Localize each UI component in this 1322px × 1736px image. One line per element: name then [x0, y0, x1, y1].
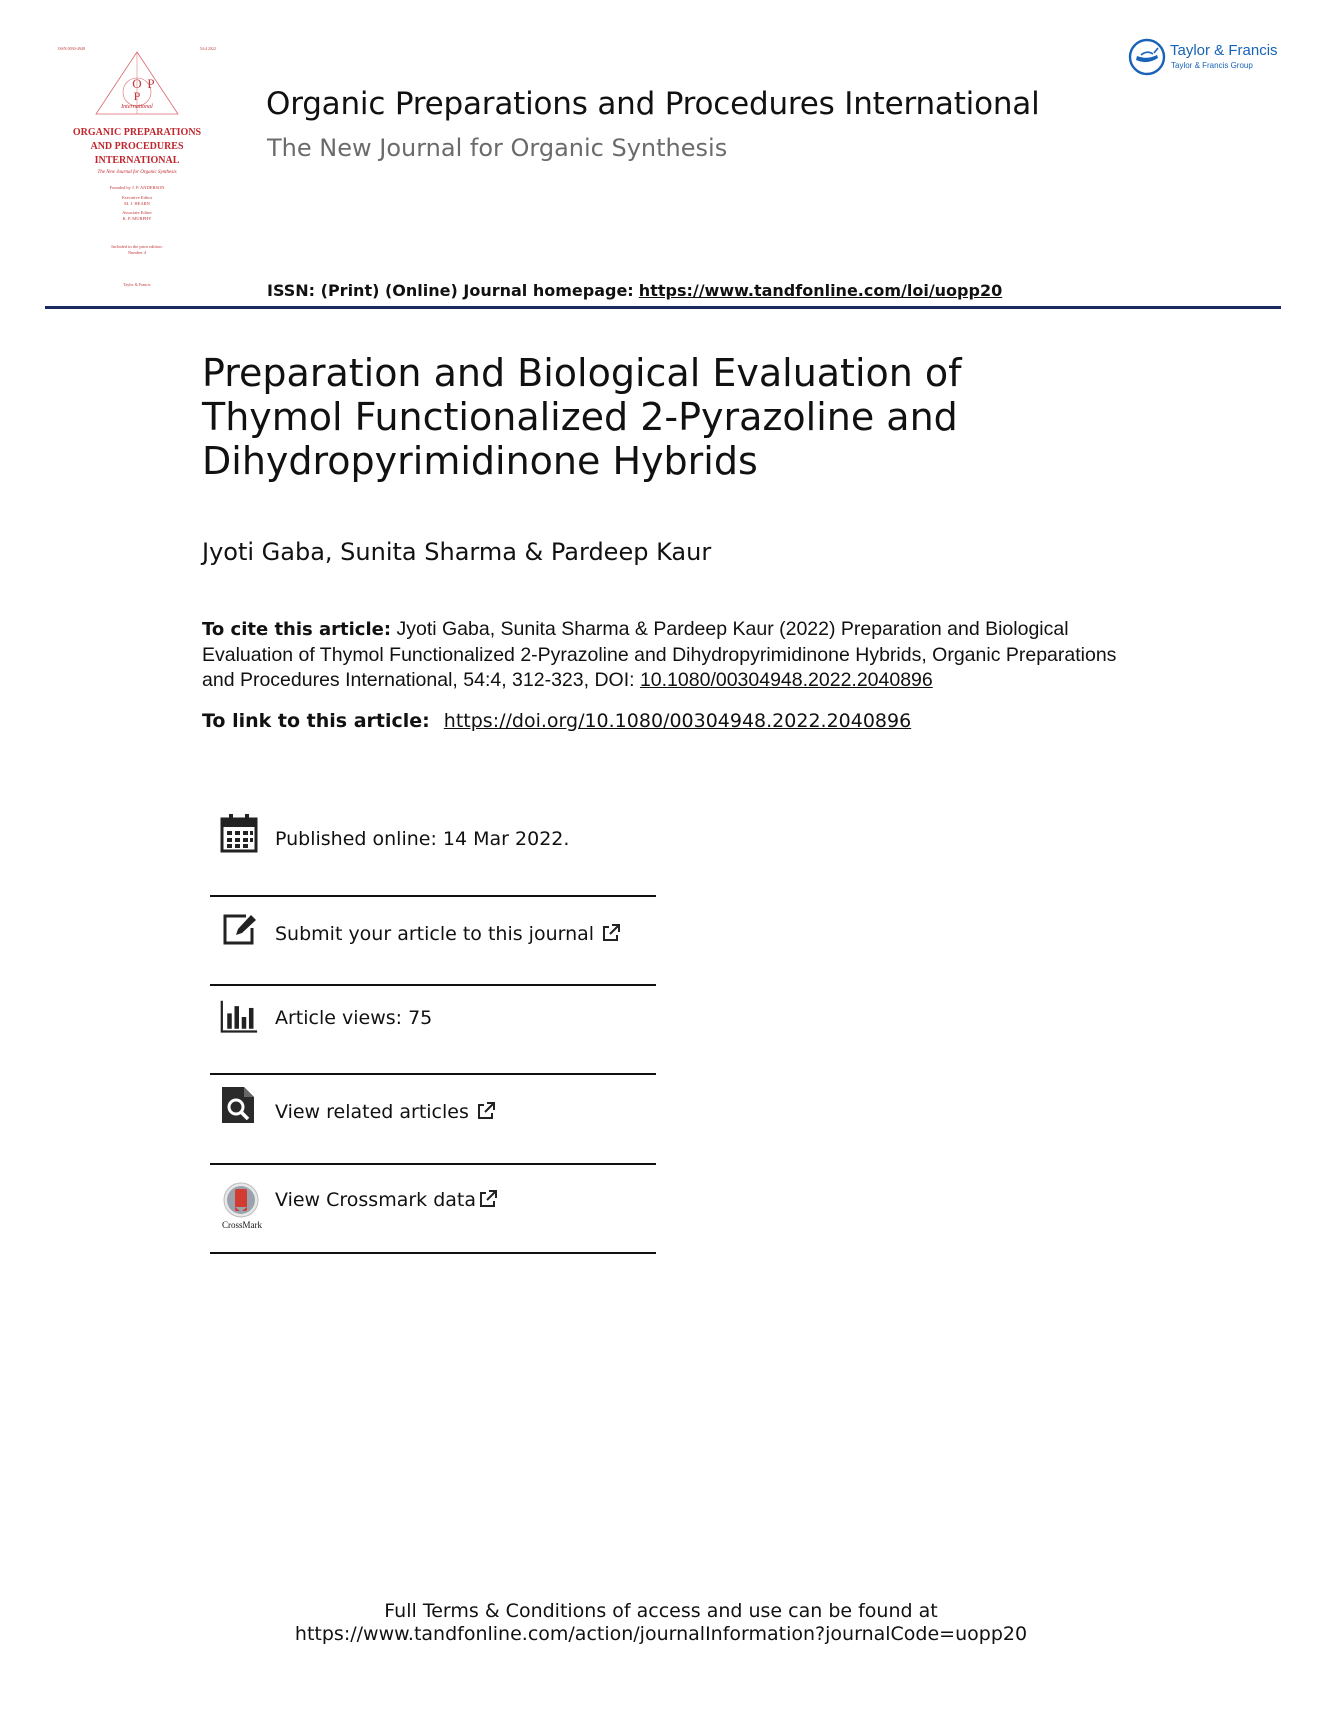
article-authors: Jyoti Gaba, Sunita Sharma & Pardeep Kaur: [202, 538, 712, 566]
cover-number-line: Number 4: [127, 250, 147, 255]
external-link-icon: [479, 1190, 497, 1208]
document-search-icon: [220, 1085, 258, 1125]
cover-title-line-2: AND PROCEDURES: [90, 141, 184, 152]
bar-chart-icon: [220, 997, 258, 1037]
cover-title-line-3: INTERNATIONAL: [94, 155, 180, 166]
cover-tagline: The New Journal for Organic Synthesis: [97, 170, 177, 175]
cover-issn: ISSN 0030-4948: [58, 46, 86, 51]
cite-text: Jyoti Gaba, Sunita Sharma & Pardeep Kaur (2022) Preparation and Biological Evaluation of Thymol Functionalized 2-Pyrazoline and Dihydropyrimidinone Hybrids, Organic Preparations and Procedures International, 54:4, 312-323, DOI:: [202, 618, 1117, 691]
cite-doi-link[interactable]: 10.1080/00304948.2022.2040896: [639, 669, 933, 691]
cover-exec-editor-label: Executive Editor: [121, 195, 153, 200]
cover-founded: Founded by J. P. ANDERSON: [109, 185, 165, 190]
cover-monogram-mid: P: [147, 76, 155, 91]
header-divider: [45, 306, 1281, 309]
calendar-icon: [220, 813, 258, 853]
link-label: To link to this article:: [202, 710, 430, 732]
crossmark-text: View Crossmark data: [275, 1189, 477, 1211]
terms-line: Full Terms & Conditions of access and use can be found at: [384, 1600, 938, 1622]
info-divider: [210, 1252, 656, 1254]
cover-international: International: [121, 104, 153, 110]
journal-cover-image: [52, 44, 222, 296]
cover-publisher: Taylor & Francis: [123, 282, 151, 287]
issn-homepage-line: [267, 281, 1002, 300]
journal-subtitle: The New Journal for Organic Synthesis: [267, 134, 728, 162]
published-online-row: [210, 790, 656, 879]
submit-article-row[interactable]: [210, 880, 656, 969]
publisher-name: Taylor & Francis: [1170, 42, 1278, 59]
edit-icon: [220, 910, 258, 950]
crossmark-link[interactable]: [275, 1189, 497, 1211]
issn-label: ISSN: (Print) (Online) Journal homepage:: [267, 281, 634, 300]
publisher-group: Taylor & Francis Group: [1171, 61, 1253, 70]
cover-monogram-top: O: [132, 76, 142, 91]
cover-exec-editor: M. J. HEARN: [124, 201, 150, 206]
crossmark-badge-label: CrossMark: [222, 1220, 262, 1230]
taylor-francis-logo[interactable]: [1128, 38, 1284, 78]
cover-assoc-editor-label: Associate Editor: [122, 210, 152, 215]
submit-article-link[interactable]: [275, 923, 620, 945]
article-title: Preparation and Biological Evaluation of Thymol Functionalized 2-Pyrazoline and Dihydropyrimidinone Hybrids: [202, 351, 962, 483]
terms-url[interactable]: https://www.tandfonline.com/action/journalInformation?journalCode=uopp20: [294, 1623, 1028, 1645]
related-articles-row[interactable]: [210, 1060, 656, 1149]
citation-block: [202, 617, 1132, 694]
article-views-text: Article views: 75: [275, 1007, 433, 1029]
journal-homepage-link[interactable]: https://www.tandfonline.com/loi/uopp20: [638, 281, 1003, 300]
journal-title: Organic Preparations and Procedures International: [266, 86, 1040, 122]
external-link-icon: [477, 1102, 495, 1120]
cover-title-line-1: ORGANIC PREPARATIONS: [72, 127, 202, 138]
cover-monogram-bottom: P: [133, 89, 141, 103]
terms-footer: [0, 1600, 1322, 1646]
crossmark-row[interactable]: [210, 1150, 656, 1239]
submit-article-text: Submit your article to this journal: [275, 923, 595, 945]
article-link-line: [202, 710, 911, 732]
cover-included-line: Included in the print edition:: [111, 244, 163, 249]
cover-assoc-editor: K. P. MURPHY: [122, 216, 152, 221]
related-articles-link[interactable]: [275, 1101, 495, 1123]
crossmark-icon: [222, 1182, 260, 1222]
cite-label: To cite this article:: [202, 619, 392, 640]
published-online-text: Published online: 14 Mar 2022.: [275, 828, 570, 850]
cover-volume: 54:4 2022: [199, 46, 216, 51]
article-doi-link[interactable]: https://doi.org/10.1080/00304948.2022.2040896: [443, 710, 912, 732]
article-views-row: [210, 970, 656, 1059]
publisher-lamp-icon: [1128, 38, 1166, 76]
related-articles-text: View related articles: [275, 1101, 469, 1123]
external-link-icon: [602, 924, 620, 942]
